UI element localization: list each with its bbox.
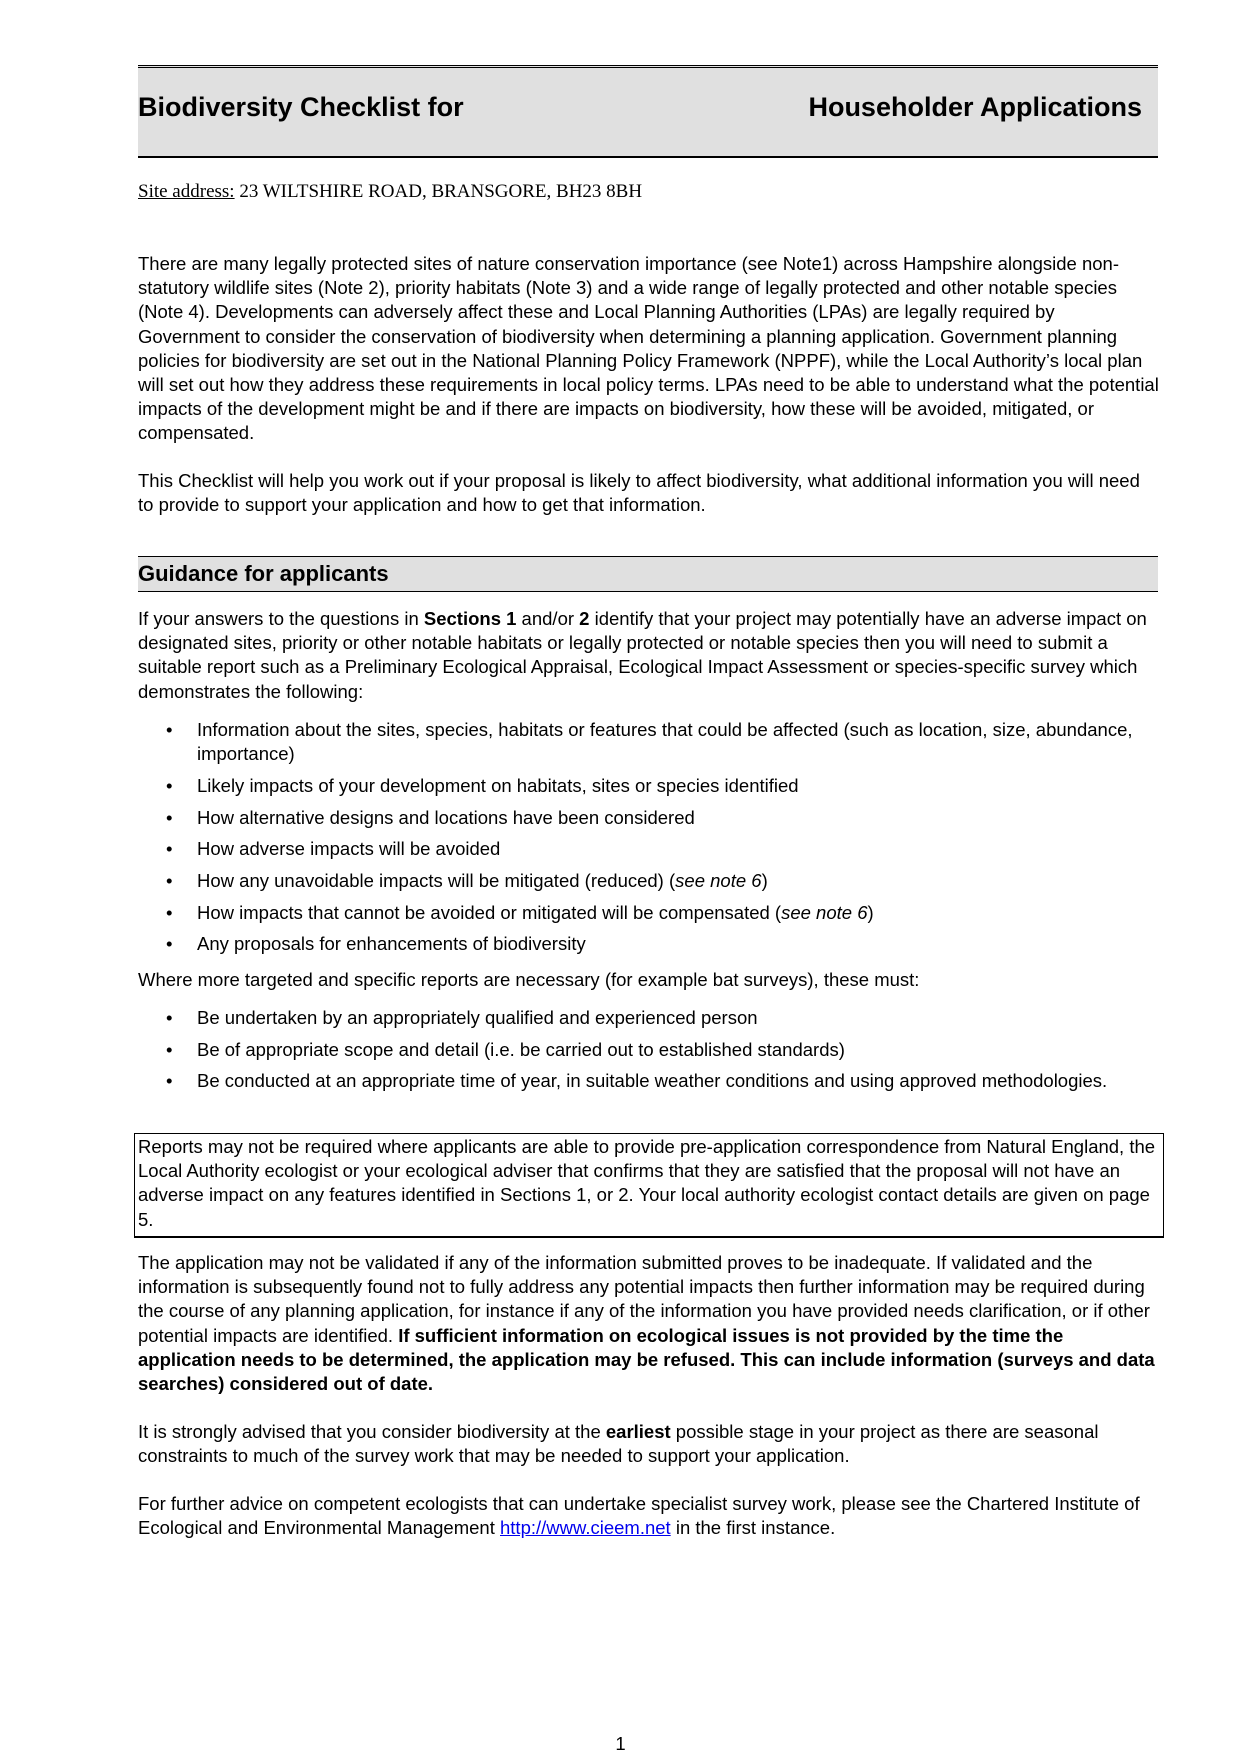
page-number: 1 [615,1733,626,1754]
note-box: Reports may not be required where applicants are able to provide pre-application correspondence from Natural England, the Local Authority ecologist or your ecological adviser that confirms that they are satisfied that the proposal will not have an adverse impact on any features identified in Sections 1, or 2. Your local authority ecologist contact details are given on page 5. [134,1133,1164,1238]
text-bold: earliest [605,1421,671,1442]
text: How any unavoidable impacts will be mitigated (reduced) ( [197,870,676,892]
title-left: Biodiversity Checklist for [138,92,464,122]
guidance-paragraph-1 [138,607,1160,704]
list-item: • How adverse impacts will be avoided [138,837,1160,861]
intro-paragraph-1: There are many legally protected sites of nature conservation importance (see Note1) across Hampshire alongside non-statutory wildlife sites (Note 2), priority habitats (Note 3) and a wide range of legally protected and other notable species (Note 4). Developments can adversely affect these and Local Planning Authorities (LPAs) are legally required by Government to consider the conservation of biodiversity when determining a planning application. Government planning policies for biodiversity are set out in the National Planning Policy Framework (NPPF), while the Local Authority’s local plan will set out how they address these requirements in local policy terms. LPAs need to be able to understand what the potential impacts of the development might be and if there are impacts on biodiversity, how these will be avoided, mitigated, or compensated. [138,253,1159,444]
text: and/or [516,608,580,629]
site-address-label: Site address: [138,181,235,202]
text-italic: see note 6 [781,901,868,923]
text-italic: see note 6 [675,870,762,892]
list-item: • Information about the sites, species, habitats or features that could be affected (such as location, size, abundance, importance) [138,718,1160,766]
text-bold: 2 [579,608,590,629]
text-bold: Sections 1 [423,608,517,629]
intro-paragraph-2: This Checklist will help you work out if your proposal is likely to affect biodiversity, what additional information you will need to provide to support your application and how to get that information. [138,470,1140,516]
title-banner [138,65,1158,158]
text: ) [761,870,768,892]
list-item: • Likely impacts of your development on habitats, sites or species identified [138,774,1160,798]
list-item [138,869,1160,893]
text: in the first instance. [670,1517,836,1539]
list-item: • Be undertaken by an appropriately qualified and experienced person [138,1006,1160,1030]
list-item: • Be of appropriate scope and detail (i.e. be carried out to established standards) [138,1038,1160,1062]
guidance-paragraph-2: Where more targeted and specific reports are necessary (for example bat surveys), these must: [138,969,920,990]
text: How impacts that cannot be avoided or mitigated will be compensated ( [197,901,782,923]
text: It is strongly advised that you consider biodiversity at the [138,1421,606,1442]
text-bold: If sufficient information on ecological issues is not provided by the time the application needs to be determined, the application may be refused. This can include information (surveys and data searches) considered out of date. [138,1324,1155,1395]
list-item: • Be conducted at an appropriate time of year, in suitable weather conditions and using approved methodologies. [138,1069,1160,1093]
list-item [138,901,1160,925]
guidance-heading: Guidance for applicants [138,556,1158,592]
text: If your answers to the questions in [138,608,424,629]
list-item: • How alternative designs and locations have been considered [138,806,1160,830]
site-address [138,180,1160,204]
text: possible stage in your project as there are seasonal constraints to much of the survey work that may be needed to support your application. [138,1421,1099,1467]
guidance-paragraph-4 [138,1420,1160,1468]
guidance-paragraph-5 [138,1492,1160,1540]
text: For further advice on competent ecologists that can undertake specialist survey work, please see the Chartered Institute of Ecological and Environmental Management [138,1493,1140,1539]
cieem-link[interactable]: http://www.cieem.net [500,1517,671,1539]
targeted-reports-list [138,1006,1160,1101]
title-right: Householder Applications [808,92,1142,122]
text: identify that your project may potentially have an adverse impact on designated sites, priority or other notable habitats or legally protected or notable species then you will need to submit a suitable report such as a Preliminary Ecological Appraisal, Ecological Impact Assessment or species-specific survey which demonstrates the following: [138,608,1147,702]
text: The application may not be validated if any of the information submitted proves to be inadequate. If validated and the information is subsequently found not to fully address any potential impacts then further information may be required during the course of any planning application, for instance if any of the information you have provided needs clarification, or if other potential impacts are identified. [138,1252,1150,1346]
site-address-value: 23 WILTSHIRE ROAD, BRANSGORE, BH23 8BH [234,181,643,202]
list-item: • Any proposals for enhancements of biodiversity [138,932,1160,956]
text: ) [867,901,874,923]
report-requirements-list [138,718,1160,964]
guidance-paragraph-3 [138,1251,1160,1396]
